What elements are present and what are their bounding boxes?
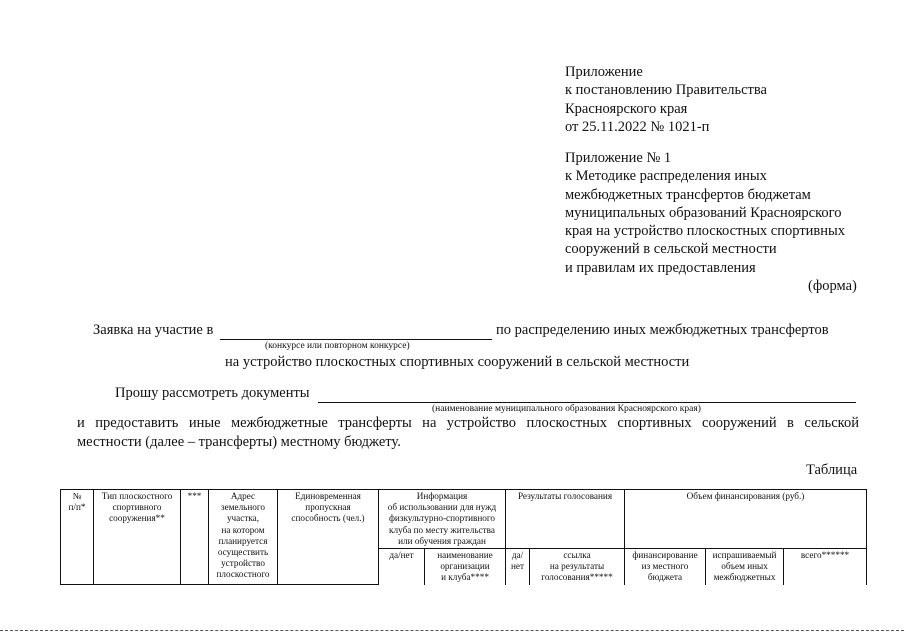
appendix-header-line: Красноярского края [565, 100, 688, 117]
municipality-blank-line[interactable] [318, 402, 856, 403]
page-bottom-edge [0, 630, 904, 635]
subheader-vote-link: ссылка на результаты голосования***** [530, 549, 625, 585]
subheader-yes-no: да/нет [379, 549, 425, 585]
subheader-requested-transfers: испрашиваемый объем иных межбюджетных [706, 549, 784, 585]
col-header-stars: *** [181, 490, 209, 585]
appendix-header-2-line: Приложение № 1 [565, 150, 672, 166]
appendix-header [565, 63, 885, 136]
subheader-org-name: наименование организации и клуба**** [425, 549, 506, 585]
appendix-header-line: от 25.11.2022 № 1021-п [565, 118, 710, 135]
col-header-info: Информация об использовании для нужд физкультурно-спортивного клуба по месту жительства или обучения граждан [379, 490, 506, 549]
subheader-total: всего****** [784, 549, 867, 585]
request-line-2: и предоставить иные межбюджетные трансферты на устройство плоскостных спортивных сооружений в сельской [77, 415, 859, 431]
subheader-vote-yes-no: да/ нет [506, 549, 530, 585]
request-prefix: Прошу рассмотреть документы [115, 385, 310, 401]
contest-hint: (конкурсе или повторном конкурсе) [265, 341, 410, 351]
funding-table [60, 489, 867, 585]
application-suffix: по распределению иных межбюджетных трансфертов [496, 322, 829, 338]
appendix-header-2-line: и правилам их предоставления [565, 259, 756, 276]
appendix-header-2-line: сооружений в сельской местности [565, 241, 777, 258]
form-label: (форма) [808, 278, 857, 294]
appendix-header-2-line: межбюджетных трансфертов бюджетам [565, 186, 811, 203]
request-line-3: местности (далее – трансферты) местному бюджету. [77, 434, 401, 450]
col-header-number: № п/п* [61, 490, 94, 585]
col-header-funding: Объем финансирования (руб.) [625, 490, 867, 549]
application-prefix: Заявка на участие в [93, 322, 214, 338]
table-label: Таблица [806, 462, 858, 478]
appendix-header-line: к постановлению Правительства [565, 82, 767, 99]
municipality-hint: (наименование муниципального образования Красноярского края) [432, 404, 701, 414]
appendix-header-2 [565, 149, 885, 277]
appendix-header-2-line: края на устройство плоскостных спортивных [565, 223, 846, 240]
col-header-address: Адрес земельного участка, на котором планируется осуществить устройство плоскостного [209, 490, 278, 585]
application-line-2: на устройство плоскостных спортивных сооружений в сельской местности [225, 354, 690, 370]
appendix-header-2-line: к Методике распределения иных [565, 168, 767, 185]
appendix-header-2-line: муниципальных образований Красноярского [565, 204, 842, 221]
contest-blank-line[interactable] [220, 339, 492, 340]
col-header-votes: Результаты голосования [506, 490, 625, 549]
subheader-local-funding: финансирование из местного бюджета [625, 549, 706, 585]
col-header-type: Тип плоскостного спортивного сооружения** [94, 490, 181, 585]
col-header-capacity: Единовременная пропускная способность (чел.) [278, 490, 379, 585]
appendix-header-line: Приложение [565, 64, 643, 80]
